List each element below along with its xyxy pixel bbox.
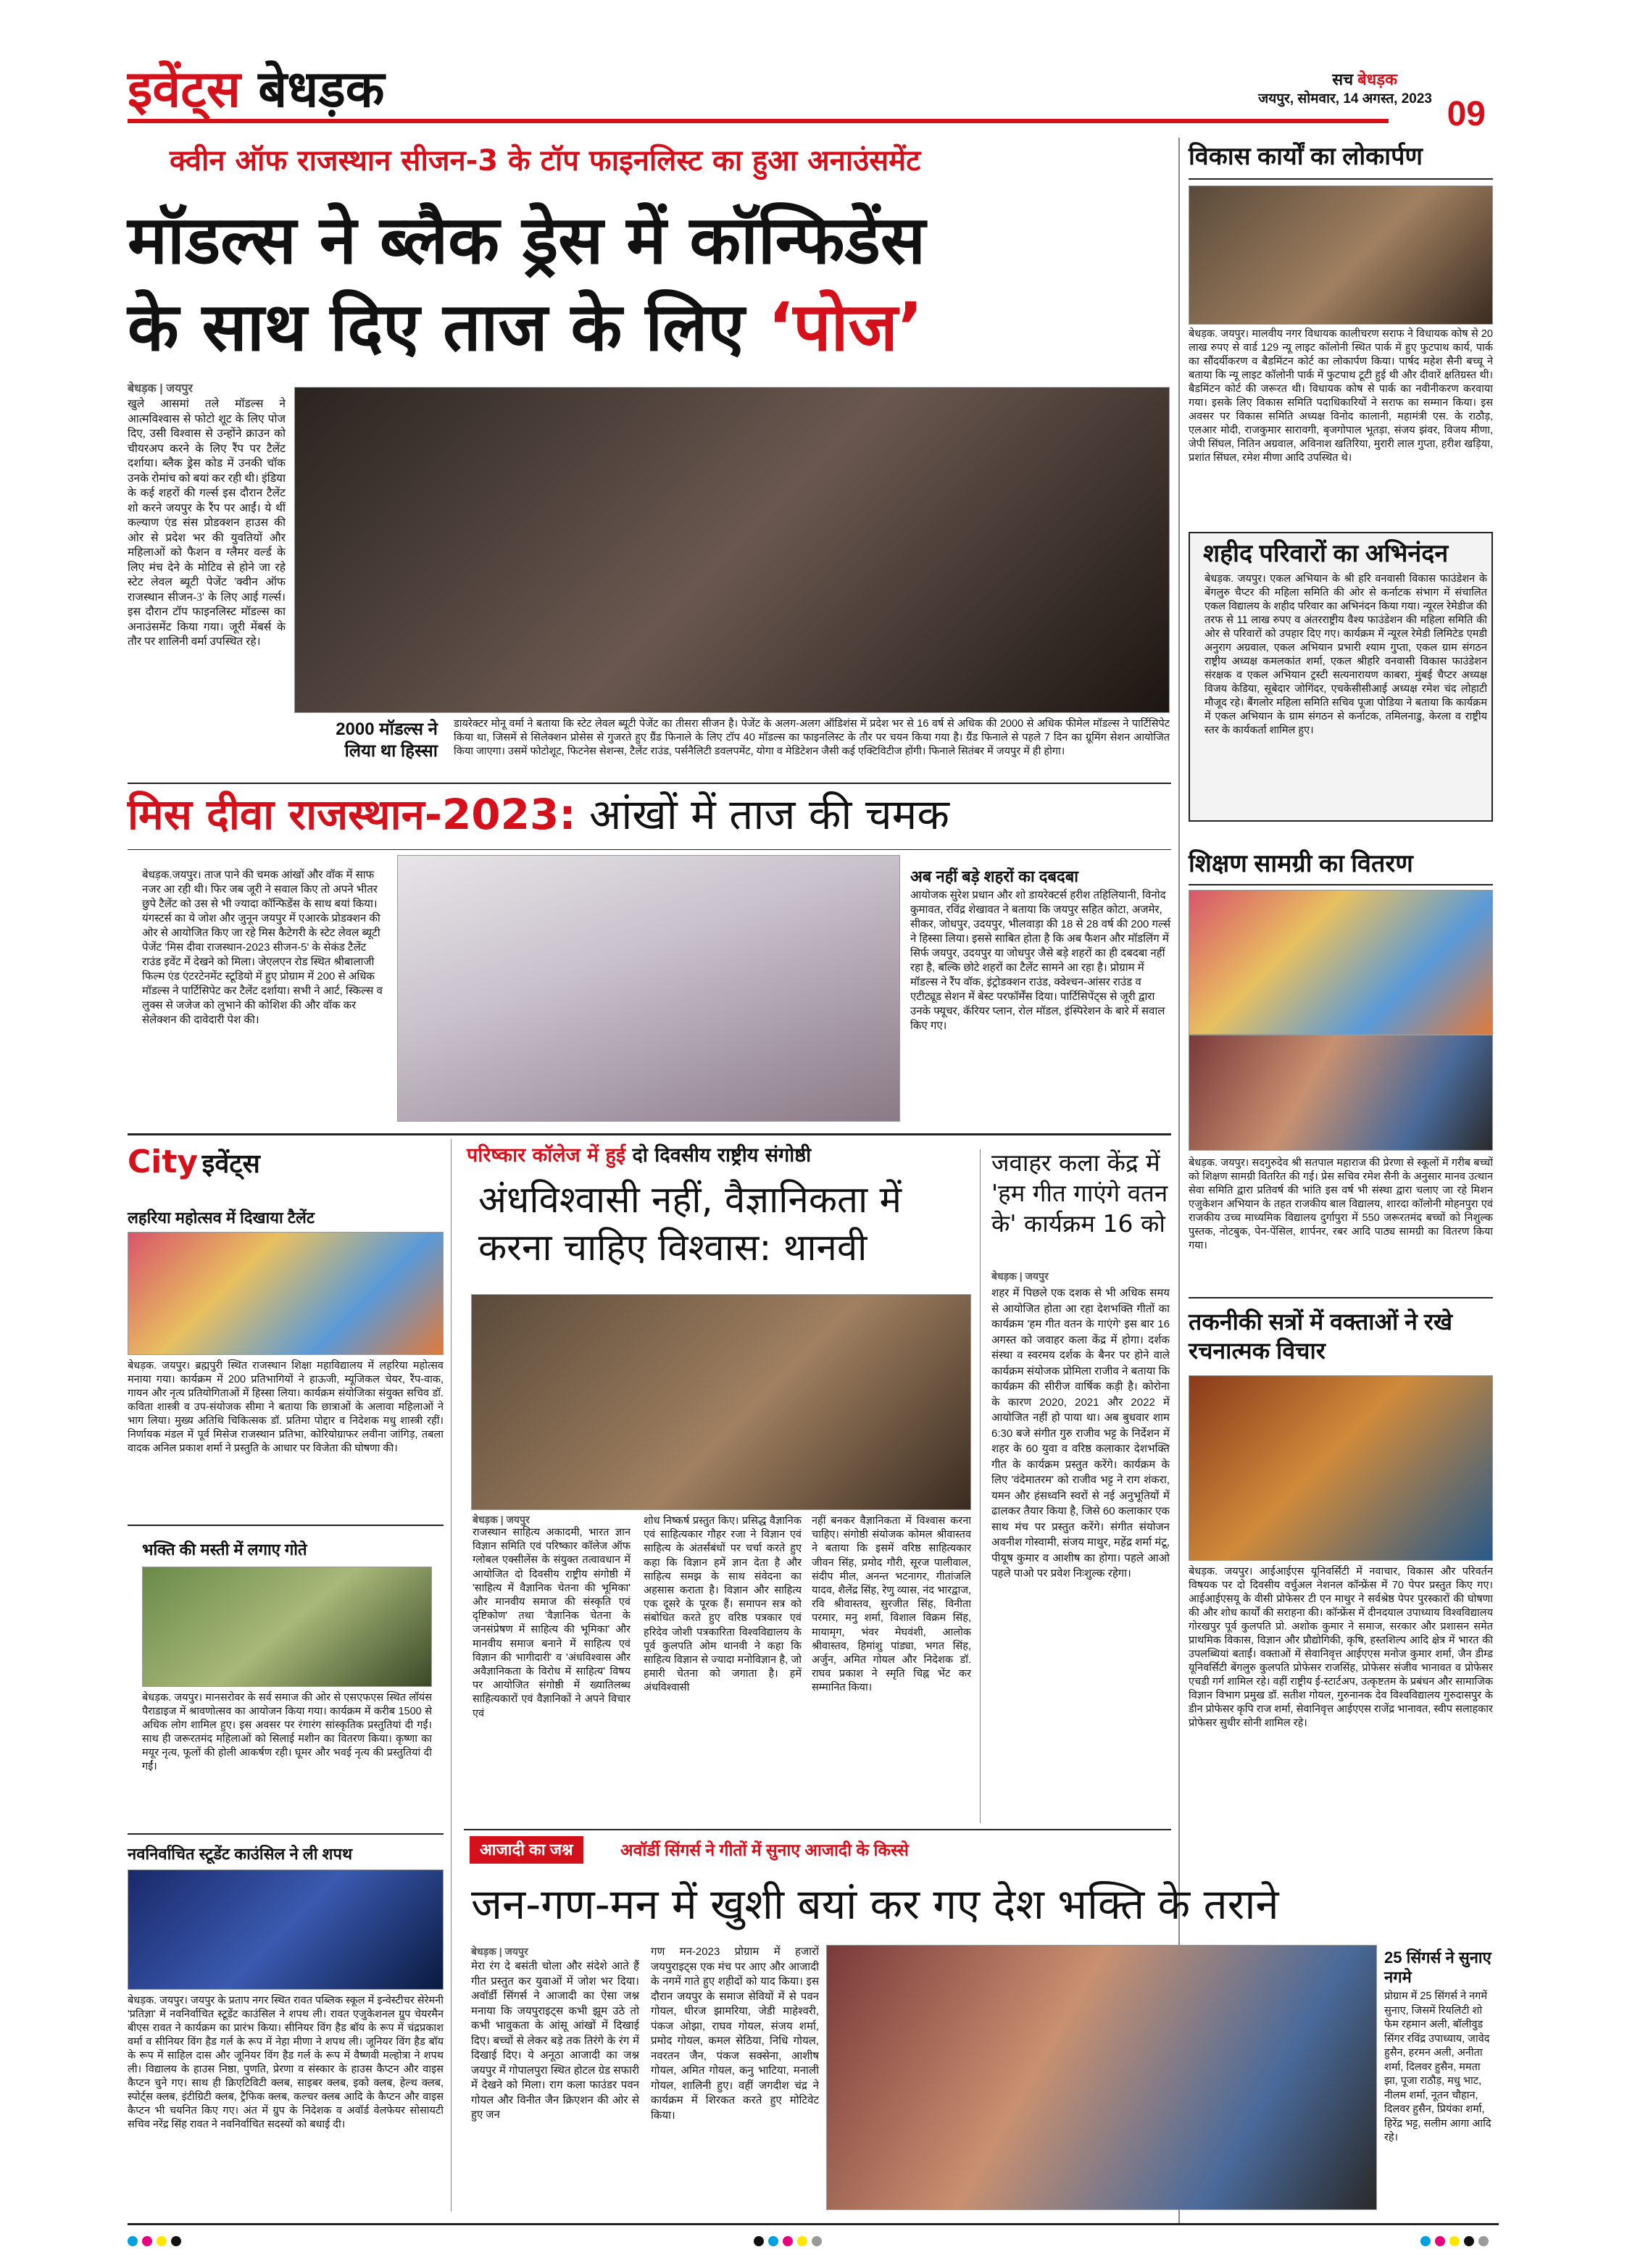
lead-headline-pose: ‘पोज’ — [767, 288, 923, 366]
lead-caption: डायरेक्टर मोनू वर्मा ने बताया कि स्टेट लेवल ब्यूटी पेजेंट का तीसरा सीजन है। पेजेंट के अलग-अलग ऑडिशंस में प्रदेश भर से 16 वर्ष से अधिक की 2000 से अधिक फीमेल मॉडल्स ने पार्टिसिपेट किया था, जिसमें से सिलेक्शन प्रोसेस से गुजरते हुए ग्रैंड फिनाले के लिए टॉप 40 मॉडल्स का फाइनलिस्ट के तौर पर चयन किया गया है। ग्रैंड फिनाले से पहले 7 दिन का ग्रूमिंग सेशन आयोजित किया जाएगा। उसमें फोटोशूट, फिटनेस सेशन्स, टैलेंट राउंड, पर्सनैलिटी डवलपमेंट, योगा व मेडिटेशन जैसी कई एक्टिविटीज होंगी। फिनाले सितंबर में जयपुर में ही होगा। — [454, 718, 1170, 757]
lahariya-body: बेधड़क. जयपुर। ब्रह्मपुरी स्थित राजस्थान शिक्षा महाविद्यालय में लहरिया महोत्सव मनाया गया। कार्यक्रम में 200 प्रतिभागियों ने हाऊजी, म्यूजिकल चेयर, रैंप-वाक, गायन और नृत्य प्रतियोगिताओं में हिस्सा लिया। कार्यक्रम संयोजिका संयुक्त सचिव डॉ. कविता शास्त्री व उप-संयोजक सीमा ने बताया कि छात्राओं के अलावा महिलाओं ने भाग लिया। मुख्य अतिथि चिकित्सक डॉ. प्रतिमा पोद्दार व निदेशक मधु शास्त्री रहीं। निर्णायक मंडल में पूर्व मिसेज राजस्थान प्रतिभा, कोरियोग्राफर लवीना जांगिड़, तबला वादक अनिल प्रकाश शर्मा ने प्रस्तुति के आधार पर विजेता की घोषणा की। — [128, 1360, 444, 1454]
registration-dots-left — [128, 2236, 181, 2246]
lead-body: खुले आसमां तले मॉडल्स ने आत्मविश्वास से फोटो शूट के लिए पोज दिए, उसी विश्वास से उन्होंने क्राउन को चीयरअप करने के लिए रैंप पर टैलेंट दर्शाया। ब्लैक ड्रेस कोड में उनकी चॉक उनके रोमांच को बयां कर रही थी। इंडिया के कई शहरों की गर्ल्स इस दौरान टैलेंट शो करने जयपुर के रैंप पर आईं। ये थीं कल्याण एंड संस प्रोडक्शन हाउस की ओर से प्रदेश भर की युवतियों और महिलाओं को फैशन व ग्लैमर वर्ल्ड के लिए मंच देने के मोटिव से होने जा रहे स्टेट लेवल ब्यूटी पेजेंट 'क्वीन ऑफ राजस्थान सीजन-3' के लिए आई गर्ल्स। इस दौरान टॉप फाइनलिस्ट मॉडल्स का अनाउंसमेंट किया गया। जूरी मेंबर्स के तौर पर शालिनी वर्मा उपस्थित रहे। — [128, 398, 286, 648]
page-number: 09 — [1447, 95, 1486, 133]
bhakti-photo — [142, 1567, 432, 1687]
paper-bedhadak: बेधड़क — [1357, 70, 1397, 88]
city-logo-city: City — [128, 1143, 199, 1180]
lead-photo — [294, 387, 1170, 713]
vikas-body: बेधड़क. जयपुर। मालवीय नगर विधायक कालीचरण सराफ ने विधायक कोष से 20 लाख रुपए से वार्ड 129 न्यू लाइट कॉलोनी स्थित पार्क में हुए फुटपाथ कार्य, पार्क का सौंदर्यीकरण व बैडमिंटन कोर्ट का लोकार्पण किया। पार्षद महेश सैनी बच्चू ने बताया कि न्यू लाइट कॉलोनी पार्क में फुटपाथ टूटी हुई थी और दीवारें क्षतिग्रस्त थी। बैडमिंटन कोर्ट की जरूरत थी। विधायक कोष से पार्क का नवीनीकरण करवाया गया। इसके लिए विकास समिति पदाधिकारियों ने सराफ का सम्मान किया। इस अवसर पर विकास समिति अध्यक्ष विनोद कालानी, महामंत्री एस. के राठौड़, एलआर मोदी, राजकुमार सारावगी, बृजगोपाल भूतड़ा, संजय झंवर, विजय मीणा, जेपी सिंघल, नितिन अग्रवाल, अविनाश खतिरिया, मुरारी लाल गुप्ता, हरीश खड़िया, प्रशांत सिंघल, रमेश मीणा आदि उपस्थित थे। — [1189, 328, 1493, 464]
seminar-photo — [471, 1294, 971, 1510]
diva-subhead: अब नहीं बड़े शहरों का दबदबा — [910, 867, 1078, 885]
divider — [1189, 884, 1493, 885]
lahariya-head: लहरिया महोत्सव में दिखाया टैलेंट — [128, 1209, 315, 1227]
diva-headline — [128, 787, 1171, 842]
azadi-side-body: प्रोग्राम में 25 सिंगर्स ने नगमें सुनाए, जिसमें रियलिटी शो फेम रहमान अली, बॉलीवुड सिंगर रविंद्र उपाध्याय, जावेद हुसैन, हरमन अली, अनीता शर्मा, दिलवर हुसैन, ममता झा, पूजा राठौड़, मधु भाट, नीलम शर्मा, नूतन चौहान, दिलवर हुसैन, प्रियंका शर्मा, हिरेंद्र भट्ट, सलीम आगा आदि रहे। — [1384, 1990, 1491, 2143]
footer-rule — [128, 2223, 1499, 2225]
bhakti-head: भक्ति की मस्ती में लगाए गोते — [142, 1541, 307, 1559]
seminar-col3: नहीं बनकर वैज्ञानिकता में विश्वास करना चाहिए। संगोष्ठी संयोजक कोमल श्रीवास्तव ने बताया कि इसमें वरिष्ठ साहित्यकार जीवन सिंह, प्रमोद गौरी, सूरज पालीवाल, संदीप मील, अनन्त भटनागर, गीतांजलि यादव, शैलेंद्र सिंह, रेणु व्यास, नंद भारद्वाज, रवि श्रीवास्तव, सुरजीत सिंह, विनीता परमार, मनु शर्मा, विशाल विक्रम सिंह, मायामृग, भंवर मेघवंशी, आलोक श्रीवास्तव, हिमांशु पांड्या, भगत सिंह, अर्जुन, अमित गोयल और निदेशक डॉ. राघव प्रकाश ने स्मृति चिह्न भेंट कर सम्मानित किया। — [812, 1515, 971, 1694]
lead-headline-line1: मॉडल्स ने ब्लैक ड्रेस में कॉन्फिडेंस — [128, 201, 925, 279]
council-photo — [128, 1869, 444, 1990]
seminar-headline: अंधविश्वासी नहीं, वैज्ञानिकता में करना चाहिए विश्वास: थानवी — [478, 1179, 902, 1270]
azadi-tag: आजादी का जश्न — [470, 1836, 583, 1864]
diva-photo — [397, 855, 900, 1122]
shahid-head: शहीद परिवारों का अभिनंदन — [1203, 540, 1449, 567]
shikshan-photo-top — [1189, 890, 1493, 1035]
divider — [1189, 178, 1493, 180]
dateline: जयपुर, सोमवार, 14 अगस्त, 2023 — [1258, 91, 1432, 107]
divider — [1189, 1297, 1493, 1298]
lead-callout: 2000 मॉडल्स ने लिया था हिस्सा — [336, 720, 438, 761]
takniki-body: बेधड़क. जयपुर। आईआईएस यूनिवर्सिटी में नवाचार, विकास और परिवर्तन विषयक पर दो दिवसीय वर्चुअल नेशनल कॉन्फ्रेंस में 70 पेपर प्रस्तुत किए गए। आईआईएसयू के वीसी प्रोफेसर टी एन माथुर ने सर्वश्रेष्ठ पेपर पुरस्कारों की घोषणा की और शोध कार्यों की सराहना की। कॉन्फ्रेंस में दीनदयाल उपाध्याय विश्वविद्यालय गोरखपुर पूर्व कुलपति प्रो. अशोक कुमार ने समाज, सरकार और प्रशासन समेत प्राथमिक विकास, विज्ञान और प्रौद्योगिकी, कृषि, हस्तशिल्प आदि क्षेत्र में भारत की उपलब्धियां बताईं। वक्ताओं में सेवानिवृत्त आईएएस मनोज कुमार शर्मा, जैन डीम्ड यूनिवर्सिटी बेंगलुरु कुलपति प्रोफेसर राजसिंह, प्रोफेसर संजीव भानावत व प्रोफेसर एचडी गर्ग शामिल रहे। वहीं राष्ट्रीय ई-स्टार्टअप, उत्कृष्टतम के प्रबंधन और सामाजिक विज्ञान विभाग प्रमुख डॉ. सतीश गोयल, गुरुनानक देव विश्वविद्यालय गुरुदासपुर के डीन प्रोफेसर कृपि राज शर्मा, सेवानिवृत्त आईएएस राजेंद्र भानावत, स्वीप सलाहकार प्रोफेसर सुधीर सोनी शामिल रहे। — [1189, 1566, 1493, 1729]
seminar-col2: शोध निष्कर्ष प्रस्तुत किए। प्रसिद्ध वैज्ञानिक एवं साहित्यकार गौहर रजा ने विज्ञान एवं साहित्य के अंतर्संबंधों पर चर्चा करते हुए कहा कि विज्ञान हमें ज्ञान देता है और साहित्य समझ के साथ संवेदना का अहसास कराता है। विज्ञान और साहित्य एक दूसरे के पूरक हैं। समापन सत्र को संबोधित करते हुए वरिष्ठ पत्रकार एवं हरिदेव जोशी पत्रकारिता विश्वविद्यालय के पूर्व कुलपति ओम थानवी ने कहा कि साहित्य विज्ञान से ज्यादा मनोविज्ञान है, जो हमारी चेतना को जगाता है। हमें अंधविश्वासी — [644, 1515, 802, 1694]
registration-dots-right — [1420, 2236, 1489, 2246]
city-logo-events: इवेंट्स — [201, 1149, 260, 1179]
azadi-col2: गण मन-2023 प्रोग्राम में हजारों जयपुराइट्स एक मंच पर आए और आजादी के नगमें गाते हुए शहीदों को याद किया। इस दौरान जयपुर के समाज सेवियों में से पवन गोयल, धीरज झामरिया, जेडी माहेश्वरी, पंकज ओझा, राघव गोयल, संजय शर्मा, प्रमोद गोयल, कमल सेठिया, निधि गोयल, नवरतन जैन, पंकज सक्सेना, आशीष गोयल, अमित गोयल, कनु भाटिया, मनाली गोयल, शालिनी हुए। वहीं जगदीश चंद्र ने कार्यक्रम में शिरकत करते हुए मोटिवेट किया। — [651, 1946, 819, 2122]
azadi-photo — [826, 1945, 1377, 2210]
shikshan-photo-bottom — [1189, 1035, 1493, 1151]
brand-bedhadak: बेधड़क — [258, 59, 385, 119]
lead-headline — [128, 197, 1142, 371]
diva-headline-black: आंखों में ताज की चमक — [575, 790, 949, 839]
diva-sub-body: आयोजक सुरेश प्रधान और शो डायरेक्टर्स हरीश तहिलियानी, विनोद कुमावत, रविंद्र शेखावत ने बताया कि जयपुर सहित कोटा, अजमेर, सीकर, जोधपुर, उदयपुर, भीलवाड़ा की 18 से 28 वर्ष की 200 गर्ल्स ने हिस्सा लिया। इससे साबित होता है कि अब फैशन और मॉडलिंग में सिर्फ जयपुर, उदयपुर या जोधपुर जैसे बड़े शहरों का ही दबदबा नहीं रहा है, बल्कि छोटे शहरों का टैलेंट सामने आ रहा है। प्रोग्राम में मॉडल्स ने रैंप वॉक, इंट्रोडक्शन राउंड, क्वेश्चन-आंसर राउंड व एटीट्यूड सेशन में बेस्ट परफॉर्मेंस दिया। पार्टिसिपेंट्स से जूरी द्वारा उनके फ्यूचर, कॅरियर प्लान, रोल मॉडल, इंस्पिरेशन के बारे में सवाल किए गए। — [910, 889, 1171, 1032]
divider — [128, 1525, 444, 1526]
takniki-photo — [1189, 1375, 1493, 1561]
seminar-kicker-red: परिष्कार कॉलेज में हुई — [467, 1144, 626, 1167]
azadi-side-head: 25 सिंगर्स ने सुनाए नगमे — [1384, 1948, 1491, 1986]
shikshan-body: बेधड़क. जयपुर। सदगुरुदेव श्री सतपाल महाराज की प्रेरणा से स्कूलों में गरीब बच्चों को शिक्षण सामग्री वितरित की गई। प्रेस सचिव रमेश सैनी के अनुसार मानव उत्थान सेवा समिति द्वारा प्रतिवर्ष की भांति इस वर्ष भी संस्था द्वारा चलाए जा रहे मिशन एजुकेशन अभियान के तहत राजकीय बाल विद्यालय, शारदा कॉलोनी मोहनपुरा एवं राजकीय उच्च माध्यमिक विद्यालय दुर्गापुरा में 550 जरूरतमंद बच्चों को निशुल्क पुस्तक, नोटबुक, पेन-पेंसिल, शार्पनर, रबर आदि पाठ्य सामग्री का वितरण किया गया। — [1189, 1157, 1493, 1251]
seminar-col1: राजस्थान साहित्य अकादमी, भारत ज्ञान विज्ञान समिति एवं परिष्कार कॉलेज ऑफ ग्लोबल एक्सीलेंस के संयुक्त तत्वावधान में आयोजित दो दिवसीय राष्ट्रीय संगोष्ठी में 'साहित्य में वैज्ञानिक चेतना की भूमिका' और मानवीय समाज की संस्कृति एवं दृष्टिकोण' तथा 'वैज्ञानिक चेतना के जनसंप्रेषण में साहित्य की भूमिका' और मानवीय समाज बनाने में साहित्य एवं विज्ञान की भागीदारी' व 'अंधविश्वास और अवैज्ञानिकता के विरोध में साहित्य' विषय पर आयोजित संगोष्ठी में ख्यातिलब्ध साहित्यकारों एवं वैज्ञानिकों ने अपने विचार एवं — [473, 1527, 631, 1719]
vikas-head: विकास कार्यों का लोकार्पण — [1189, 143, 1423, 170]
column-divider — [451, 1139, 452, 2211]
diva-body: बेधड़क.जयपुर। ताज पाने की चमक आंखों और वॉक में साफ नजर आ रही थी। फिर जब जूरी ने सवाल किए तो अपने भीतर छुपे टैलेंट को उस से भी ज्यादा कॉन्फिडेंस के साथ बयां किया। यंगस्टर्स का ये जोश और जुनून जयपुर में एआरके प्रोडक्शन की ओर से आयोजित किए जा रहे मिस कैटेगरी के स्टेट लेवल ब्यूटी पेजेंट 'मिस दीवा राजस्थान-2023 सीजन-5' के सेकंड टैलेंट राउंड इवेंट में देखने को मिला। जेएलएन रोड स्थित श्रीबालाजी फिल्म एंड एंटरटेनमेंट स्टूडियो में हुए प्रोग्राम में 200 से अधिक मॉडल्स ने पार्टिसिपेट कर टैलेंट दर्शाया। सभी ने आर्ट, स्किल्स व लुक्स से जजेज को लुभाने की कोशिश की और वॉक कर सेलेक्शन की दावेदारी पेश की। — [142, 869, 383, 1026]
lead-byline: बेधड़क | जयपुर — [128, 383, 193, 395]
diva-headline-red: मिस दीवा राजस्थान-2023: — [128, 790, 576, 839]
jawahar-body: शहर में पिछले एक दशक से भी अधिक समय से आयोजित होता आ रहा देशभक्ति गीतों का कार्यक्रम 'हम गीत वतन के गाएंगे' इस बार 16 अगस्त को जवाहर कला केंद्र में होगा। दर्शक संस्था व स्वरमय दर्शक के बैनर पर होने वाले कार्यक्रम संयोजक प्रोमिला राजीव ने बताया कि कार्यक्रम की सीरीज वार्षिक कड़ी है। कोरोना के कारण 2020, 2021 और 2022 में आयोजित नहीं हो पाया था। अब बुधवार शाम 6:30 बजे संगीत गुरु राजीव भट्ट के निर्देशन में शहर के 60 युवा व वरिष्ठ कलाकार देशभक्ति गीत के कार्यक्रम प्रस्तुत करेंगे। कार्यक्रम के लिए 'वंदेमातरम' को राजीव भट्ट ने राग शंकरा, यमन और हंसध्वनि स्वरों से नई अनुभूतियों में ढालकर तैयार किया है, जिसे 60 कलाकार एक साथ मंच पर प्रस्तुत करेंगे। संगीत संयोजन अवनीश गोस्वामी, संजय माथुर, महेंद्र शर्मा मंटू, पीयूष कुमार व आशीष का होगा। पहले आओ पहले पाओ पर प्रवेश निःशुल्क रहेगा। — [991, 1287, 1170, 1580]
lead-kicker: क्वीन ऑफ राजस्थान सीजन-3 के टॉप फाइनलिस्ट का हुआ अनाउंसमेंट — [170, 144, 921, 178]
paper-sach: सच — [1332, 70, 1354, 88]
masthead — [128, 57, 1499, 133]
shikshan-head: शिक्षण सामग्री का वितरण — [1189, 850, 1413, 877]
jawahar-headline: जवाहर कला केंद्र में 'हम गीत गाएंगे वतन के' कार्यक्रम 16 को — [991, 1148, 1168, 1238]
lahariya-photo — [128, 1232, 444, 1355]
bhakti-body: बेधड़क. जयपुर। मानसरोवर के सर्व समाज की ओर से एसएफएस स्थित लॉयंस पैराडाइज में श्रावणोत्सव का आयोजन किया गया। कार्यक्रम में करीब 1500 से अधिक लोग शामिल हुए। इस अवसर पर रंगारंग सांस्कृतिक प्रस्तुतियां दी गईं। साथ ही जरूरतमंद महिलाओं को सिलाई मशीन का वितरण किया। कृष्णा का मयूर नृत्य, फूलों की होली आकर्षण रही। घूमर और भवई नृत्य की प्रस्तुतियां दी गईं। — [142, 1692, 432, 1772]
divider — [128, 1133, 1171, 1135]
azadi-col1: मेरा रंग दे बसंती चोला और संदेशे आते हैं गीत प्रस्तुत कर युवाओं में जोश भर दिया। अवॉर्डी सिंगर्स ने आजादी का ऐसा जश्न मनाया कि जयपुराइट्स कभी झूम उठे तो कभी भावुकता के आंसू आंखों में दिखाई दिए। बच्चों से लेकर बड़े तक तिरंगे के रंग में दिखाई दिए। ये अनूठा आजादी का जश्न जयपुर में गोपालपुरा स्थित होटल ग्रेड सफारी में देखने को मिला। राग कला फाउंडर पवन गोयल और विनीत जैन क्रिएशन की ओर से हुए जन — [471, 1960, 639, 2121]
azadi-headline: जन-गण-मन में खुशी बयां कर गए देश भक्ति के तराने — [471, 1880, 1279, 1929]
seminar-byline: बेधड़क | जयपुर — [473, 1514, 530, 1525]
divider — [128, 783, 1171, 784]
takniki-head: तकनीकी सत्रों में वक्ताओं ने रखे रचनात्मक विचार — [1189, 1309, 1453, 1364]
divider — [464, 1829, 1171, 1830]
seminar-kicker — [467, 1143, 811, 1168]
shahid-body: बेधड़क. जयपुर। एकल अभियान के श्री हरि वनवासी विकास फाउंडेशन के बेंगलुरु चैप्टर की महिला समिति की ओर से कर्नाटक संभाग में संचालित एकल विद्यालय के शहीद परिवार का अभिनंदन किया गया। न्यूरल रेमेडीज की तरफ से 11 लाख रुपए व अंतरराष्ट्रीय वैश्य फाउंडेशन की महिला समिति की ओर से परिवारों को उपहार दिए गए। कार्यक्रम में न्यूरल रेमेडी लिमिटेड एमडी अनुराग अग्रवाल, एकल अभियान प्रभारी श्याम गुप्ता, एकल ग्राम संगठन राष्ट्रीय अध्यक्ष कमलकांत शर्मा, एकल श्रीहरि वनवासी विकास फाउंडेशन संरक्षक व एकल अभियान ट्रस्टी सत्यनारायण काबरा, मुंबई चैप्टर अध्यक्ष विजय केडिया, सूबेदार जोगिंदर, एचकेसीसीआई अध्यक्ष रमेश चंद लोहाटी मौजूद रहे। बैंगलोर महिला समिति सचिव पूजा पोडिया ने बताया कि कार्यक्रम में एकल अभियान के ग्राम संगठन से कर्नाटक, तमिलनाडु, केरला व राष्ट्रीय स्तर के कार्यकर्ता शामिल हुए। — [1204, 573, 1487, 736]
jawahar-byline: बेधड़क | जयपुर — [991, 1270, 1049, 1282]
vikas-photo — [1189, 185, 1493, 325]
council-head: नवनिर्वाचित स्टूडेंट काउंसिल ने ली शपथ — [128, 1845, 353, 1863]
lead-headline-line2: के साथ दिए ताज के लिए — [128, 288, 768, 366]
masthead-rule — [128, 119, 1389, 123]
registration-dots-center — [754, 2236, 822, 2246]
brand-events: इवेंट्स — [128, 59, 241, 119]
azadi-byline: बेधड़क | जयपुर — [471, 1946, 528, 1957]
seminar-kicker-black: दो दिवसीय राष्ट्रीय संगोष्ठी — [625, 1144, 812, 1167]
divider — [128, 849, 1171, 850]
azadi-kicker: अवॉर्डी सिंगर्स ने गीतों में सुनाए आजादी के किस्से — [620, 1840, 909, 1859]
council-body: बेधड़क. जयपुर। जयपुर के प्रताप नगर स्थित रावत पब्लिक स्कूल में इन्वेस्टीचर सेरेमनी 'प्रतिज्ञा' में नवनिर्वाचित स्टूडेंट काउंसिल ने शपथ ली। रावत एजुकेशनल ग्रुप चेयरमैन बीएस रावत ने कार्यक्रम का प्रारंभ किया। सीनियर विंग हैड बॉय के रूप में चंद्रप्रकाश वर्मा व सीनियर विंग हैड गर्ल के रूप में नेहा मीणा ने शपथ ली। जूनियर विंग हैड बॉय के रूप में साहिल दास और जूनियर विंग हैड गर्ल के रूप में वैष्णवी मल्होत्रा ने शपथ ली। विद्यालय के हाउस निष्ठा, पुणति, प्रेरणा व संस्कार के हाउस कैप्टन और वाइस कैप्टन चुने गए। साथ ही क्रिएटिविटी क्लब, साइबर क्लब, इको क्लब, हेल्थ क्लब, स्पोर्ट्स क्लब, इंटीग्रिटी क्लब, ट्रैफिक क्लब, कल्चर क्लब आदि के कैप्टन और वाइस कैप्टन भी चयनित किए गए। अंत में ग्रुप के निदेशक व अवॉर्ड वेलफेयर सोसायटी सचिव नरेंद्र सिंह रावत ने नवनिर्वाचित सदस्यों को बधाई दी। — [128, 1995, 444, 2130]
divider — [128, 1833, 444, 1835]
column-divider — [980, 1149, 981, 1823]
city-logo — [128, 1143, 260, 1188]
